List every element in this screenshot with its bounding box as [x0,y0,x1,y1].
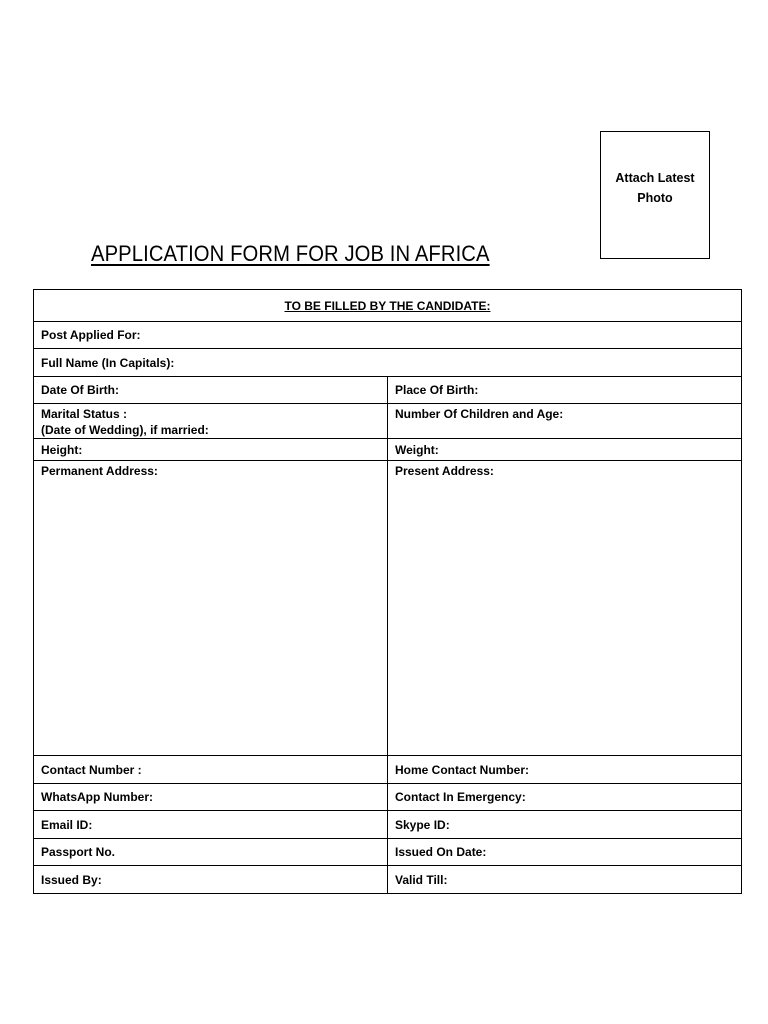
table-row [34,461,742,756]
whatsapp-number-field[interactable] [34,784,388,811]
valid-till-label: Valid Till: [395,872,448,887]
table-row [34,784,742,811]
contact-in-emergency-label: Contact In Emergency: [395,790,526,804]
height-field[interactable] [34,439,388,461]
form-header-row [34,290,742,322]
permanent-address-label: Permanent Address: [41,464,158,478]
full-name-field[interactable] [34,349,742,377]
table-row [34,404,742,439]
passport-no-label: Passport No. [41,845,116,859]
issued-by-label: Issued By: [41,872,102,887]
home-contact-number-label: Home Contact Number: [395,762,530,777]
number-of-children-field[interactable] [388,404,742,439]
marital-status-label: Marital Status : [41,407,128,421]
issued-by-field[interactable] [34,866,388,894]
weight-field[interactable] [388,439,742,461]
photo-box-label-line2: Photo [637,191,673,205]
skype-id-field[interactable] [388,811,742,839]
table-row [34,377,742,404]
number-of-children-label: Number Of Children and Age: [395,407,564,421]
email-id-field[interactable] [34,811,388,839]
table-row [34,811,742,839]
table-row [34,839,742,866]
form-header-cell [34,290,742,322]
place-of-birth-field[interactable] [388,377,742,404]
skype-id-label: Skype ID: [395,817,450,832]
photo-box-label [601,168,709,208]
date-of-wedding-label: (Date of Wedding), if married: [41,423,209,437]
weight-label: Weight: [395,442,439,457]
place-of-birth-label: Place Of Birth: [395,383,479,397]
application-form-table [33,289,742,894]
home-contact-number-field[interactable] [388,756,742,784]
post-applied-for-field[interactable] [34,322,742,349]
date-of-birth-field[interactable] [34,377,388,404]
contact-number-field[interactable] [34,756,388,784]
photo-box-label-line1: Attach Latest [615,171,695,185]
issued-on-date-label: Issued On Date: [395,845,487,859]
table-row [34,349,742,377]
present-address-label: Present Address: [395,464,494,478]
marital-status-field[interactable] [34,404,388,439]
date-of-birth-label: Date Of Birth: [41,383,119,397]
height-label: Height: [41,442,83,457]
page-title: APPLICATION FORM FOR JOB IN AFRICA [91,241,490,266]
table-row [34,322,742,349]
contact-in-emergency-field[interactable] [388,784,742,811]
table-row [34,866,742,894]
full-name-label: Full Name (In Capitals): [41,355,175,370]
photo-attachment-box[interactable] [600,131,710,259]
passport-no-field[interactable] [34,839,388,866]
contact-number-label: Contact Number : [41,762,142,777]
issued-on-date-field[interactable] [388,839,742,866]
form-header: TO BE FILLED BY THE CANDIDATE: [284,298,491,313]
permanent-address-field[interactable] [34,461,388,756]
table-row [34,756,742,784]
whatsapp-number-label: WhatsApp Number: [41,790,153,804]
valid-till-field[interactable] [388,866,742,894]
table-row [34,439,742,461]
post-applied-for-label: Post Applied For: [41,328,141,342]
present-address-field[interactable] [388,461,742,756]
email-id-label: Email ID: [41,817,93,832]
